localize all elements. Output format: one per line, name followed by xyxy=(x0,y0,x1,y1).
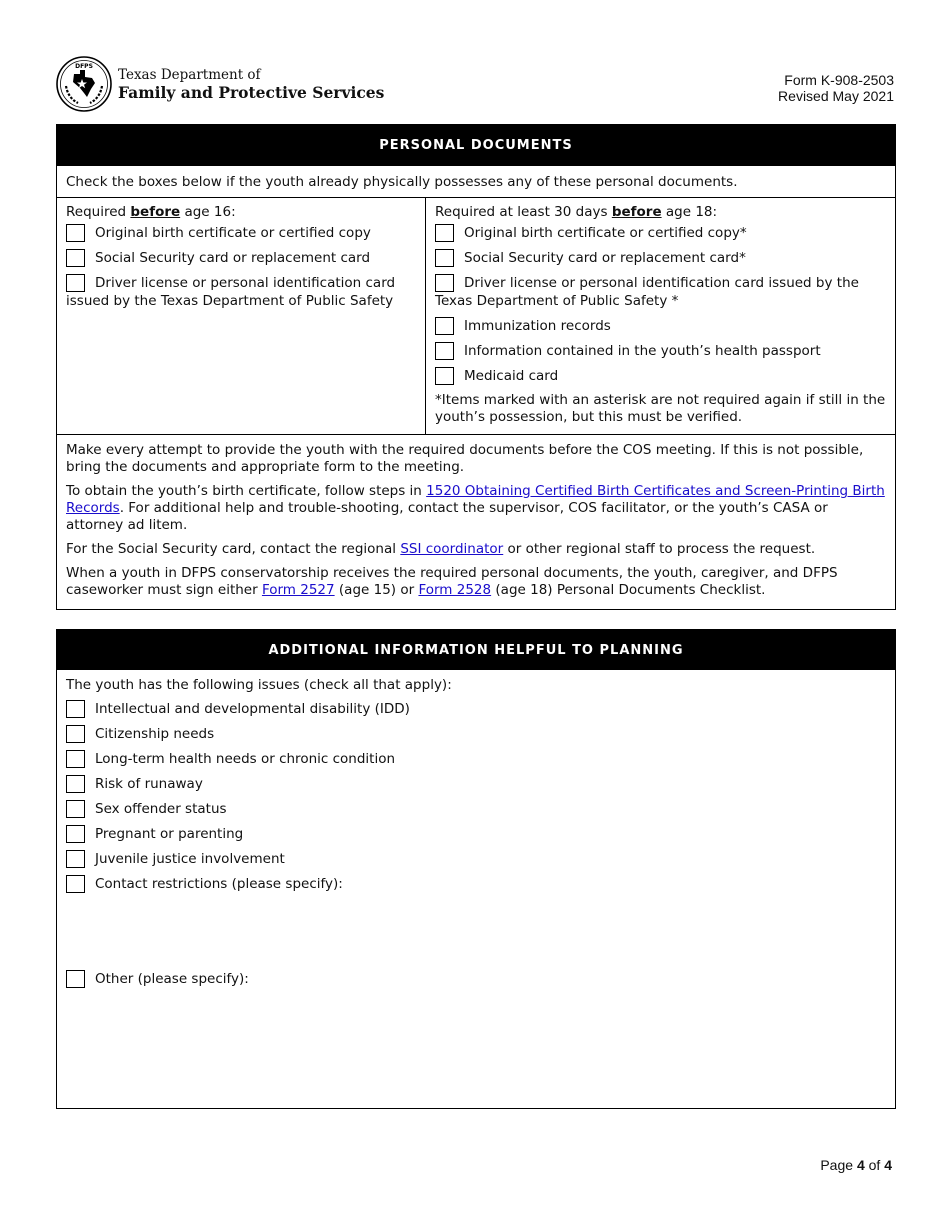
issues-list xyxy=(57,670,895,988)
column-title: Required before age 16: xyxy=(66,204,236,220)
social-security-paragraph: For the Social Security card, contact the regional SSI coordinator or other regional staff to process the request. xyxy=(66,541,816,557)
form-2528-link[interactable]: Form 2528 xyxy=(418,582,492,598)
checkbox-box[interactable] xyxy=(435,342,454,360)
agency-line2: Family and Protective Services xyxy=(118,83,385,102)
checkbox-long-term-health[interactable]: Long-term health needs or chronic condition xyxy=(66,750,886,768)
seal-text: DFPS xyxy=(75,63,93,70)
checkbox-box[interactable] xyxy=(66,970,85,988)
contact-restrictions-space[interactable] xyxy=(66,900,886,970)
checkbox-box[interactable] xyxy=(66,249,85,267)
checkbox-box[interactable] xyxy=(66,850,85,868)
checkbox-idd[interactable]: Intellectual and developmental disability (IDD) xyxy=(66,700,886,718)
section-title: PERSONAL DOCUMENTS xyxy=(57,125,895,165)
checkbox-box[interactable] xyxy=(66,875,85,893)
checkbox-box[interactable] xyxy=(435,274,454,292)
checkbox-birth-certificate-16[interactable]: Original birth certificate or certified copy xyxy=(66,224,416,242)
birth-certificate-paragraph: To obtain the youth’s birth certificate, follow steps in 1520 Obtaining Certified Birth Certificates and Screen-Printing Birth Records. For additional help and trouble-shooting, contact the supervisor, COS facilitator, or the youth’s CASA or attorney ad litem. xyxy=(66,483,885,533)
checkbox-box[interactable] xyxy=(66,825,85,843)
checkbox-contact-restrictions[interactable]: Contact restrictions (please specify): xyxy=(66,875,886,893)
checkbox-box[interactable] xyxy=(66,700,85,718)
instructions-block xyxy=(57,434,895,609)
checkbox-driver-license-18[interactable]: Driver license or personal identification card issued by the Texas Department of Public Safety * xyxy=(435,275,859,309)
dfps-seal-logo xyxy=(56,56,112,112)
checkbox-box[interactable] xyxy=(66,800,85,818)
revision-date: Revised May 2021 xyxy=(778,88,894,104)
personal-documents-section xyxy=(56,124,896,610)
form-number: Form K-908-2503 xyxy=(784,72,894,88)
checkbox-box[interactable] xyxy=(435,367,454,385)
additional-info-section xyxy=(56,629,896,1109)
checkbox-driver-license-16[interactable]: Driver license or personal identification card issued by the Texas Department of Public Safety xyxy=(66,275,396,309)
checkbox-other[interactable]: Other (please specify): xyxy=(66,970,886,988)
checkbox-juvenile-justice[interactable]: Juvenile justice involvement xyxy=(66,850,886,868)
checkbox-box[interactable] xyxy=(66,750,85,768)
checkbox-pregnant-parenting[interactable]: Pregnant or parenting xyxy=(66,825,886,843)
checkbox-health-passport[interactable]: Information contained in the youth’s health passport xyxy=(435,342,886,360)
asterisk-note: *Items marked with an asterisk are not required again if still in the youth’s possession, but this must be verified. xyxy=(435,392,886,425)
page-header xyxy=(56,56,896,114)
checkbox-box[interactable] xyxy=(66,274,85,292)
column-title: Required at least 30 days before age 18: xyxy=(435,204,718,220)
section-title: ADDITIONAL INFORMATION HELPFUL TO PLANNING xyxy=(57,630,895,670)
birth-certificates-link[interactable]: 1520 Obtaining Certified Birth Certificates and Screen-Printing Birth Records xyxy=(66,483,885,516)
checkbox-box[interactable] xyxy=(435,249,454,267)
checkbox-medicaid-card[interactable]: Medicaid card xyxy=(435,367,886,385)
checkbox-social-security-16[interactable]: Social Security card or replacement card xyxy=(66,249,416,267)
checkbox-birth-certificate-18[interactable]: Original birth certificate or certified copy* xyxy=(435,224,886,242)
agency-name xyxy=(118,66,384,102)
checklist-paragraph: When a youth in DFPS conservatorship receives the required personal documents, the youth, caregiver, and DFPS caseworker must sign either Form 2527 (age 15) or Form 2528 (age 18) Personal Documents Checklist. xyxy=(66,565,838,598)
checkbox-immunization-records[interactable]: Immunization records xyxy=(435,317,886,335)
section-intro: Check the boxes below if the youth already physically possesses any of these personal documents. xyxy=(57,165,895,197)
before-18-column xyxy=(426,198,895,434)
issues-intro: The youth has the following issues (check all that apply): xyxy=(66,677,452,693)
checkbox-sex-offender-status[interactable]: Sex offender status xyxy=(66,800,886,818)
checkbox-box[interactable] xyxy=(66,224,85,242)
checkbox-box[interactable] xyxy=(66,725,85,743)
documents-columns xyxy=(57,197,895,434)
page-number: Page 4 of 4 xyxy=(820,1157,892,1173)
checkbox-box[interactable] xyxy=(435,224,454,242)
checkbox-social-security-18[interactable]: Social Security card or replacement card* xyxy=(435,249,886,267)
checkbox-box[interactable] xyxy=(66,775,85,793)
ssi-coordinator-link[interactable]: SSI coordinator xyxy=(400,541,504,557)
form-2527-link[interactable]: Form 2527 xyxy=(261,582,335,598)
checkbox-risk-of-runaway[interactable]: Risk of runaway xyxy=(66,775,886,793)
before-16-column xyxy=(57,198,426,434)
checkbox-citizenship-needs[interactable]: Citizenship needs xyxy=(66,725,886,743)
instruction-paragraph: Make every attempt to provide the youth with the required documents before the COS meeting. If this is not possible, bring the documents and appropriate form to the meeting. xyxy=(66,442,864,475)
form-info xyxy=(778,72,894,104)
checkbox-box[interactable] xyxy=(435,317,454,335)
agency-line1: Texas Department of xyxy=(118,67,261,83)
